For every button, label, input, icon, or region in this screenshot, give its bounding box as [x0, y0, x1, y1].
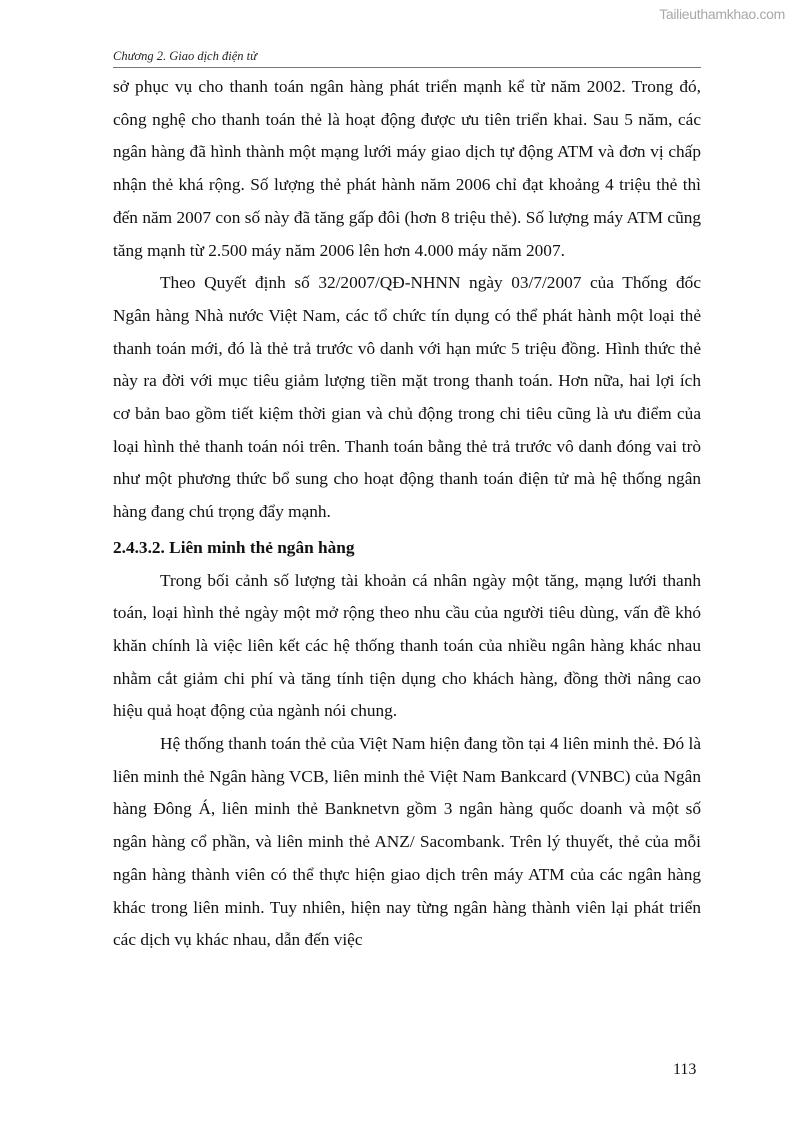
watermark: Tailieuthamkhao.com	[659, 6, 785, 22]
paragraph-decision-32: Theo Quyết định số 32/2007/QĐ-NHNN ngày 03/7/2007 của Thống đốc Ngân hàng Nhà nước Việt Nam, các tổ chức tín dụng có thể phát hành một loại thẻ thanh toán mới, đó là thẻ trả trước vô danh với hạn mức 5 triệu đồng. Hình thức thẻ này ra đời với mục tiêu giảm lượng tiền mặt trong thanh toán. Hơn nữa, hai lợi ích cơ bản bao gồm tiết kiệm thời gian và chủ động trong chi tiêu cũng là ưu điểm của loại hình thẻ thanh toán nói trên. Thanh toán bằng thẻ trả trước vô danh đóng vai trò như một phương thức bổ sung cho hoạt động thanh toán điện tử mà hệ thống ngân hàng đang chú trọng đẩy mạnh.	[113, 273, 701, 522]
paragraph-context: Trong bối cảnh số lượng tài khoản cá nhân ngày một tăng, mạng lưới thanh toán, loại hình thẻ ngày một mở rộng theo nhu cầu của người tiêu dùng, vấn đề khó khăn chính là việc liên kết các hệ thống thanh toán của nhiều ngân hàng khác nhau nhằm cắt giảm chi phí và tăng tính tiện dụng cho khách hàng, đồng thời nâng cao hiệu quả hoạt động của ngành nói chung.	[113, 570, 701, 721]
document-body	[113, 71, 701, 957]
section-heading: 2.4.3.2. Liên minh thẻ ngân hàng	[113, 537, 355, 557]
paragraph-continuation: sở phục vụ cho thanh toán ngân hàng phát triển mạnh kể từ năm 2002. Trong đó, công nghệ cho thanh toán thẻ là hoạt động được ưu tiên triển khai. Sau 5 năm, các ngân hàng đã hình thành một mạng lưới máy giao dịch tự động ATM và đơn vị chấp nhận thẻ khá rộng. Số lượng thẻ phát hành năm 2006 chỉ đạt khoảng 4 triệu thẻ thì đến năm 2007 con số này đã tăng gấp đôi (hơn 8 triệu thẻ). Số lượng máy ATM cũng tăng mạnh từ 2.500 máy năm 2006 lên hơn 4.000 máy năm 2007.	[113, 77, 701, 260]
running-header: Chương 2. Giao dịch điện tử	[113, 49, 701, 68]
paragraph-card-alliances: Hệ thống thanh toán thẻ của Việt Nam hiện đang tồn tại 4 liên minh thẻ. Đó là liên minh thẻ Ngân hàng VCB, liên minh thẻ Việt Nam Bankcard (VNBC) của Ngân hàng Đông Á, liên minh thẻ Banknetvn gồm 3 ngân hàng quốc doanh và một số ngân hàng cổ phần, và liên minh thẻ ANZ/ Sacombank. Trên lý thuyết, thẻ của mỗi ngân hàng thành viên có thể thực hiện giao dịch trên máy ATM của các ngân hàng khác trong liên minh. Tuy nhiên, hiện nay từng ngân hàng thành viên lại phát triển các dịch vụ khác nhau, dẫn đến việc	[113, 734, 701, 950]
page-number: 113	[673, 1061, 697, 1078]
